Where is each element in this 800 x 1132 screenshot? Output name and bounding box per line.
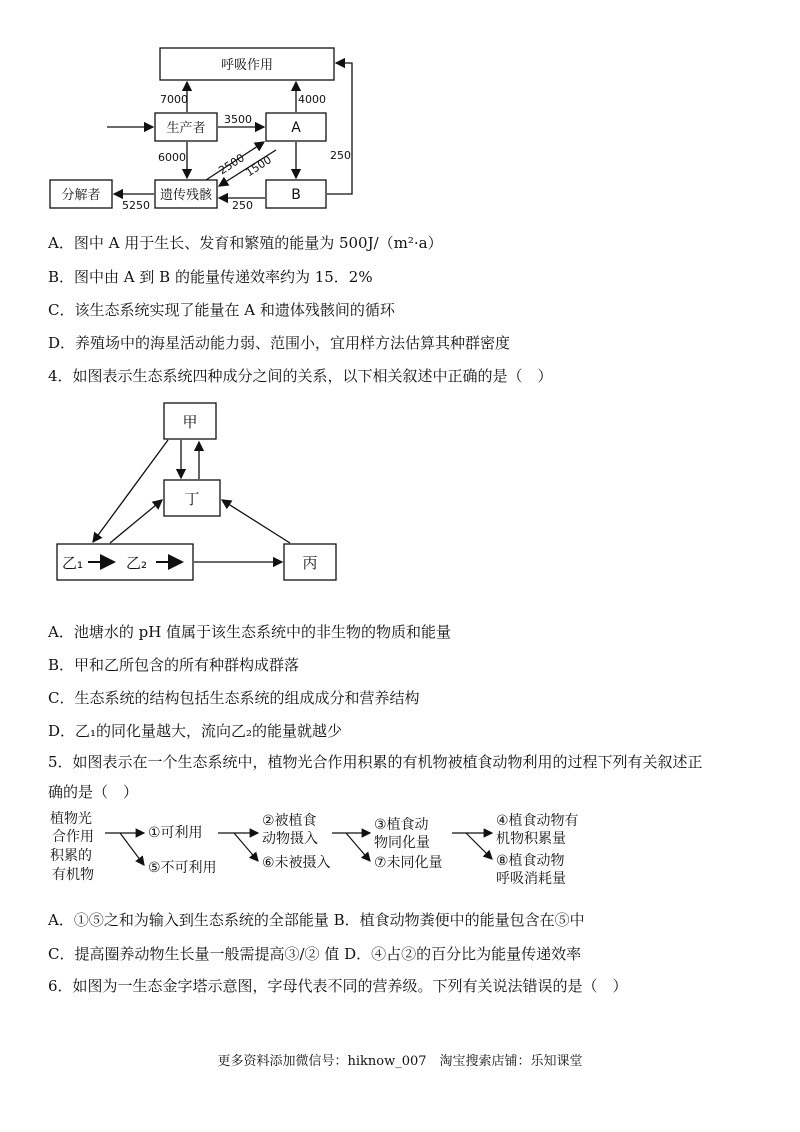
source-line-2: 合作用 [52, 829, 94, 845]
node-8-line-2: 呼吸消耗量 [496, 871, 566, 887]
q3-option-d: D．养殖场中的海星活动能力弱、范围小，宜用样方法估算其种群密度 [48, 334, 511, 352]
q3-option-c: C．该生态系统实现了能量在 A 和遗体残骸间的循环 [48, 301, 395, 319]
node-b-label: B [291, 187, 301, 203]
arrow-bing-ding [222, 500, 290, 543]
source-line-1: 植物光 [50, 811, 92, 827]
value-5250: 5250 [122, 199, 150, 212]
node-8-line-1: ⑧植食动物 [496, 853, 565, 869]
arrow-3-8 [466, 833, 492, 859]
node-4-line-2: 机物积累量 [496, 831, 566, 847]
node-3-line-2: 物同化量 [374, 835, 430, 851]
arrow-1-6 [234, 833, 258, 861]
value-7000: 7000 [160, 93, 188, 106]
node-5: ⑤不可利用 [148, 860, 217, 876]
node-4-line-1: ④植食动物有 [496, 813, 579, 829]
value-250-right: 250 [330, 149, 351, 162]
q5-stem-line1: 5．如图表示在一个生态系统中，植物光合作用积累的有机物被植食动物利用的过程下列有关叙述正 [48, 753, 703, 771]
node-2-line-1: ②被植食 [262, 813, 317, 829]
q4-option-d: D．乙₁的同化量越大，流向乙₂的能量就越少 [48, 722, 343, 740]
node-3-line-1: ③植食动 [374, 817, 429, 833]
q5-options-line1: A．①⑤之和为输入到生态系统的全部能量 B．植食动物粪便中的能量包含在⑤中 [48, 911, 585, 929]
ding-label: 丁 [184, 490, 200, 508]
arrow-2-7 [346, 833, 370, 861]
node-a-label: A [291, 120, 301, 136]
value-250-bottom: 250 [232, 199, 253, 212]
bing-label: 丙 [302, 554, 318, 572]
q5-stem-line2: 确的是（ ） [48, 783, 139, 801]
respiration-label: 呼吸作用 [220, 58, 274, 73]
arrow-yi-ding [110, 500, 162, 543]
value-6000: 6000 [158, 151, 186, 164]
q3-option-a: A．图中 A 用于生长、发育和繁殖的能量为 500J/（m²·a） [48, 234, 443, 252]
remains-label: 遗传残骸 [159, 188, 213, 203]
value-1500: 1500 [243, 153, 274, 180]
energy-utilization-diagram [0, 805, 800, 900]
q4-stem: 4．如图表示生态系统四种成分之间的关系，以下相关叙述中正确的是（ ） [48, 367, 553, 385]
jia-label: 甲 [182, 413, 198, 431]
value-4000: 4000 [298, 93, 326, 106]
yi2-label: 乙₂ [126, 554, 148, 572]
arrow-src-5 [120, 833, 144, 865]
q4-option-b: B．甲和乙所包含的所有种群构成群落 [48, 656, 300, 674]
q5-options-line2: C．提高圈养动物生长量一般需提高③/② 值 D．④占②的百分比为能量传递效率 [48, 945, 582, 963]
q4-option-c: C．生态系统的结构包括生态系统的组成成分和营养结构 [48, 689, 420, 707]
q3-option-b: B．图中由 A 到 B 的能量传递效率约为 15．2% [48, 268, 373, 286]
node-1: ①可利用 [148, 825, 203, 841]
arrow-250-right [327, 63, 352, 194]
energy-flow-diagram [0, 0, 800, 220]
node-7: ⑦未同化量 [374, 855, 443, 871]
node-6: ⑥未被摄入 [262, 855, 331, 871]
node-2-line-2: 动物摄入 [262, 831, 318, 847]
value-2500: 2500 [216, 151, 247, 178]
source-line-4: 有机物 [52, 867, 94, 883]
value-3500: 3500 [224, 113, 252, 126]
producer-label: 生产者 [166, 121, 206, 136]
q6-stem: 6．如图为一生态金字塔示意图，字母代表不同的营养级。下列有关说法错误的是（ ） [48, 977, 628, 995]
source-line-3: 积累的 [50, 848, 92, 864]
decomposer-label: 分解者 [61, 188, 101, 203]
ecosystem-components-diagram [0, 395, 800, 595]
yi1-label: 乙₁ [62, 554, 84, 572]
q4-option-a: A．池塘水的 pH 值属于该生态系统中的非生物的物质和能量 [48, 623, 452, 641]
footer-note: 更多资料添加微信号：hiknow_007 淘宝搜索店铺：乐知课堂 [217, 1054, 583, 1069]
